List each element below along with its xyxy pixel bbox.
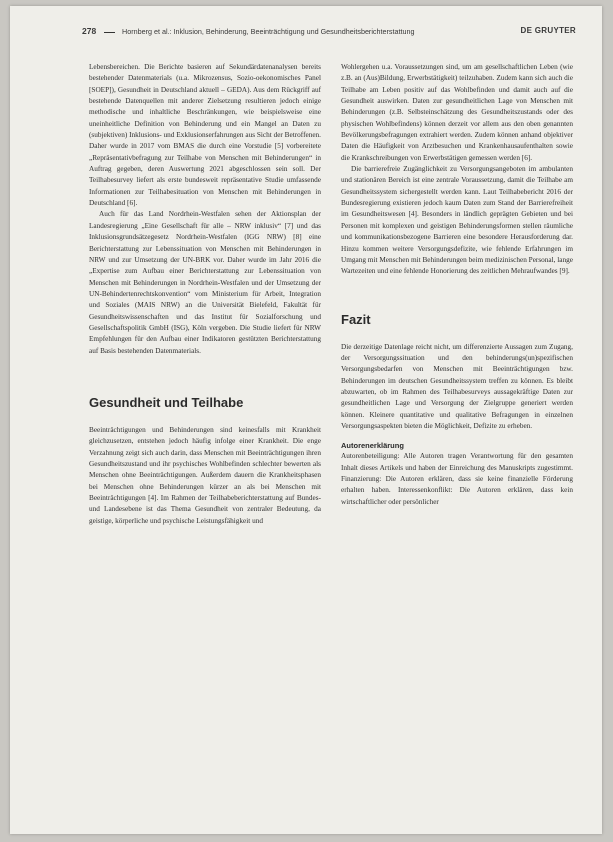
- right-paragraph-3: Die derzeitige Datenlage reicht nicht, um differenzierte Aussagen zum Zugang, der Versorgungssituation und den behinderungs(un)spezifischen Versorgungsbedarfen von Menschen mit Beeinträchtigungen bzw. Behinderungen im deutschen Gesundheitssystem treffen zu können. Es bleibt abzuwarten, ob im Rahmen des Teilhabesurveys aussagekräftige Daten zur gesundheitlichen Lage und Versorgung der Zielgruppe generiert werden können. Kleinere quantitative und qualitative Befragungen in einzelnen Versorgungsaspekten bieten die Möglichkeit, Defizite zu erheben.: [341, 342, 573, 430]
- left-paragraph-3: Beeinträchtigungen und Behinderungen sind keinesfalls mit Krankheit gleichzusetzen, entstehen jedoch häufig infolge einer Krankheit. Die enge Verzahnung zeigt sich auch darin, dass Menschen mit Beeinträchtigungen ihren Gesundheitszustand und ihr psychisches Wohlbefinden schlechter bewerten als Menschen ohne Beeinträchtigungen. Außerdem dauern die Krankheitsphasen bei Menschen ohne Behinderungen kürzer an als bei Menschen mit Beeinträchtigungen [4]. Im Rahmen der Teilhabeberichterstattung auf Bundes- und Landesebene ist das Thema Gesundheit von zentraler Bedeutung, da geistige, körperliche und psychische Leistungsfähigkeit und: [89, 425, 321, 525]
- section-heading-gesundheit: Gesundheit und Teilhabe: [89, 394, 244, 410]
- running-title: Hornberg et al.: Inklusion, Behinderung, Beeinträchtigung und Gesundheitsberichterstattung: [122, 27, 415, 36]
- right-paragraph-1: Wohlergehen u.a. Voraussetzungen sind, um am gesellschaftlichen Leben (wie z.B. an (Aus)Bildung, Erwerbstätigkeit) teilzuhaben. Zudem kann sich auch die Teilhabe am Leben positiv auf das Wohlbefinden und damit auch auf die Gesundheit auswirken. Daten zur gesundheitlichen Lage von Menschen mit Behinderungen (z.B. Selbsteinschätzung des Gesundheitszustands oder des physischen Wohlbefindens) können derzeit vor allem aus den oben genannten Bevölkerungsbefragungen extrahiert werden. Zudem können anhand objektiver Daten die Häufigkeit von Arztbesuchen und Krankenhausaufenthalten sowie die Krankschreibungen von Erwerbstätigen gemessen werden [6].: [341, 63, 573, 162]
- right-column: [341, 62, 573, 508]
- header-dash: [104, 32, 115, 33]
- publisher-logo: DE GRUYTER: [520, 26, 576, 35]
- left-paragraph-1: Lebensbereichen. Die Berichte basieren auf Sekundärdatenanalysen bereits bestehender Datenmaterials (u.a. Mikrozensus, Sozio-oekonomisches Panel [SOEP]), Gesundheit in Deutschland aktuell – GEDA). Aus dem Rückgriff auf bestehende Datenquellen mit anderer Zielsetzung resultieren jedoch einige methodische und inhaltliche Beschränkungen, wie beispielsweise eine uneinheitliche Definition von Behinderung und ein Mangel an Daten zu (subjektiven) Inklusions- und Exklusionserfahrungen aus Sicht der Betroffenen. Daher wurde in 2017 vom BMAS die durch eine Vorstudie [5] vorbereitete „Repräsentativbefragung zur Teilhabe von Menschen mit Behinderungen“ in Auftrag gegeben, deren Auswertung 2021 abgeschlossen sein soll. Der Teilhabesurvey liefert als erste bundesweit repräsentative Studie umfassende Informationen zur Teilhabesituation von Menschen mit Behinderungen in Deutschland [6].: [89, 63, 321, 208]
- left-paragraph-2: Auch für das Land Nordrhein-Westfalen sehen der Aktionsplan der Landesregierung „Eine Gesellschaft für alle – NRW inklusiv“ [7] und das Inklusionsgrundsätzegesetz Nordrhein-Westfalen (IGG NRW) [8] eine Berichterstattung zur Lebenssituation von Menschen mit Behinderungen in NRW und zur Umsetzung der UN-BRK vor. Daher wurde im Jahr 2016 die „Expertise zum Aufbau einer Berichterstattung zur Lebenssituation von Menschen mit Behinderungen in Nordrhein-Westfalen und der Umsetzung der UN-Behindertenrechtskonvention“ vom Ministerium für Arbeit, Integration und Soziales (MAIS NRW) an die Universität Bielefeld, Fakultät für Gesundheitswissenschaften und das Institut für Sozialforschung und Gesellschaftspolitik GmbH (ISG), Köln vergeben. Die Studie liefert für NRW Empfehlungen für den Aufbau einer Indikatoren gestützten Berichterstattung auf Basis bestehenden Datenmaterials.: [89, 210, 321, 355]
- page-number: 278: [82, 26, 97, 36]
- right-paragraph-2: Die barrierefreie Zugänglichkeit zu Versorgungsangeboten im ambulanten und stationären Bereich ist eine zentrale Voraussetzung, damit die Teilhabe am Gesundheitssystem sichergestellt werden kann. Laut Teilhabebericht 2016 der Bundesregierung existieren jedoch kaum Daten zum Stand der Barrierefreiheit im Gesundheitswesen [4]. Besonders in ländlich geprägten Gebieten und bei Personen mit komplexen und geistigen Behinderungsformen stellen räumliche und kommunikationsbezogene Barrieren eine besondere Herausforderung dar. Hinzu kommen weitere Versorgungsdefizite, wie fehlende Erfahrungen im Umgang mit Menschen mit Behinderungen beim medizinischen Personal, lange Wartezeiten und eine fehlende Honorierung des zeitlichen Mehraufwandes [9].: [341, 165, 573, 276]
- left-column: [89, 62, 321, 527]
- subheading-autorenerklaerung: Autorenerklärung: [341, 441, 404, 451]
- page-header: [82, 26, 576, 40]
- right-paragraph-4: Autorenbeteiligung: Alle Autoren tragen Verantwortung für den gesamten Inhalt dieses Artikels und haben der Einreichung des Manuskripts zugestimmt. Finanzierung: Die Autoren erklären, dass sie keine finanzielle Förderung erhalten haben. Interessenkonflikt: Die Autoren erklären, dass kein wirtschaftlicher oder persönlicher: [341, 452, 573, 506]
- section-heading-fazit: Fazit: [341, 311, 371, 327]
